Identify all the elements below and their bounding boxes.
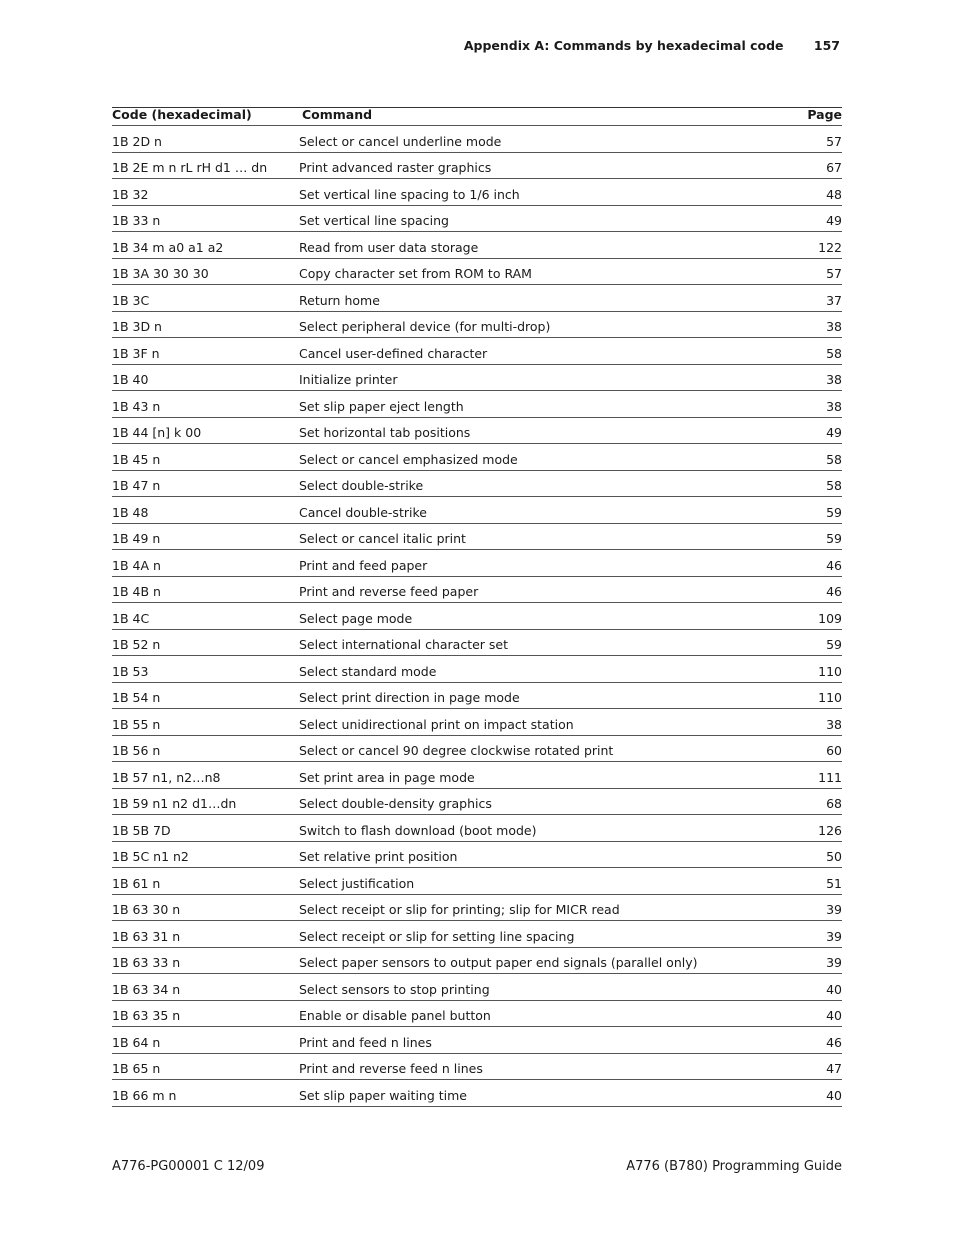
table-row: [112, 1027, 842, 1054]
code-cell: 1B 63 33 n: [112, 955, 181, 970]
table-row: [112, 656, 842, 683]
page-cell: 50: [826, 849, 842, 864]
table-row: [112, 418, 842, 445]
page-cell: 57: [826, 266, 842, 281]
command-cell: Select peripheral device (for multi-drop): [299, 319, 551, 334]
table-body: [112, 126, 842, 1107]
code-cell: 1B 4B n: [112, 584, 161, 599]
header-title: Appendix A: Commands by hexadecimal code: [463, 38, 784, 53]
page-cell: 40: [826, 981, 842, 997]
table-row: [112, 524, 842, 551]
command-cell: Select justification: [299, 875, 415, 891]
table-row: [112, 338, 842, 365]
table-row: [112, 232, 842, 259]
code-cell: 1B 4A n: [112, 557, 161, 573]
command-cell: Enable or disable panel button: [299, 1008, 491, 1023]
table-row: [112, 1001, 842, 1028]
command-cell: Select receipt or slip for printing; slip for MICR read: [299, 902, 620, 917]
page-cell: 46: [826, 584, 842, 599]
command-cell: Select or cancel emphasized mode: [299, 451, 518, 467]
table-row: [112, 206, 842, 233]
column-header-command: Command: [302, 107, 373, 122]
command-cell: Select double-strike: [299, 478, 424, 493]
command-cell: Print and reverse feed paper: [299, 584, 479, 599]
page-cell: 47: [826, 1061, 842, 1076]
page-cell: 59: [826, 531, 842, 546]
table-row: [112, 842, 842, 869]
page-cell: 58: [826, 478, 842, 493]
command-cell: Switch to flash download (boot mode): [299, 822, 537, 838]
command-cell: Select international character set: [299, 637, 509, 652]
command-cell: Return home: [299, 292, 380, 308]
page-cell: 39: [826, 928, 842, 944]
table-row: [112, 683, 842, 710]
page-cell: 46: [826, 1034, 842, 1050]
page-cell: 67: [826, 160, 842, 175]
table-row: [112, 921, 842, 948]
page-cell: 58: [826, 345, 842, 361]
code-cell: 1B 65 n: [112, 1061, 161, 1076]
code-cell: 1B 63 31 n: [112, 928, 181, 944]
code-cell: 1B 34 m a0 a1 a2: [112, 239, 224, 255]
table-row: [112, 709, 842, 736]
page-cell: 109: [818, 610, 842, 626]
command-cell: Set vertical line spacing to 1/6 inch: [299, 186, 520, 202]
table-row: [112, 179, 842, 206]
table-row: [112, 1054, 842, 1081]
code-cell: 1B 3D n: [112, 319, 162, 334]
code-cell: 1B 43 n: [112, 398, 161, 414]
page-cell: 59: [826, 504, 842, 520]
page-cell: 38: [826, 372, 842, 387]
footer-guide-title: A776 (B780) Programming Guide: [626, 1159, 842, 1174]
table-row: [112, 974, 842, 1001]
command-cell: Set relative print position: [299, 849, 458, 864]
page-cell: 40: [826, 1087, 842, 1103]
code-cell: 1B 45 n: [112, 451, 161, 467]
command-cell: Print advanced raster graphics: [299, 160, 492, 175]
footer-doc-number: A776-PG00001 C 12/09: [112, 1159, 265, 1174]
page-cell: 122: [818, 239, 842, 255]
page-cell: 49: [826, 425, 842, 440]
table-row: [112, 312, 842, 339]
command-cell: Set slip paper eject length: [299, 398, 464, 414]
code-cell: 1B 63 30 n: [112, 902, 181, 917]
code-cell: 1B 56 n: [112, 743, 161, 758]
table-row: [112, 868, 842, 895]
code-cell: 1B 48: [112, 504, 149, 520]
page-cell: 46: [826, 557, 842, 573]
page-cell: 110: [818, 663, 842, 679]
table-row: [112, 789, 842, 816]
page-cell: 126: [818, 822, 842, 838]
command-cell: Select paper sensors to output paper end signals (parallel only): [299, 955, 698, 970]
code-cell: 1B 55 n: [112, 716, 161, 732]
column-header-page: Page: [807, 107, 842, 122]
page-cell: 49: [826, 213, 842, 228]
command-cell: Set horizontal tab positions: [299, 425, 471, 440]
table-row: [112, 497, 842, 524]
command-cell: Copy character set from ROM to RAM: [299, 266, 532, 281]
page-cell: 39: [826, 955, 842, 970]
table-row: [112, 577, 842, 604]
code-cell: 1B 40: [112, 372, 149, 387]
table-row: [112, 630, 842, 657]
code-cell: 1B 3C: [112, 292, 150, 308]
table-row: [112, 285, 842, 312]
code-cell: 1B 64 n: [112, 1034, 161, 1050]
command-cell: Print and feed n lines: [299, 1034, 432, 1050]
code-cell: 1B 44 [n] k 00: [112, 425, 202, 440]
command-cell: Select sensors to stop printing: [299, 981, 490, 997]
code-cell: 1B 32: [112, 186, 149, 202]
code-cell: 1B 5C n1 n2: [112, 849, 189, 864]
column-header-code: Code (hexadecimal): [112, 107, 252, 122]
code-cell: 1B 2E m n rL rH d1 … dn: [112, 160, 268, 175]
page-cell: 59: [826, 637, 842, 652]
command-cell: Print and reverse feed n lines: [299, 1061, 483, 1076]
table-row: [112, 603, 842, 630]
command-cell: Set vertical line spacing: [299, 213, 449, 228]
command-cell: Select standard mode: [299, 663, 437, 679]
command-cell: Select unidirectional print on impact station: [299, 716, 574, 732]
page-cell: 38: [826, 319, 842, 334]
page-cell: 38: [826, 716, 842, 732]
code-cell: 1B 5B 7D: [112, 822, 171, 838]
table-row: [112, 762, 842, 789]
command-cell: Select receipt or slip for setting line spacing: [299, 928, 575, 944]
commands-table: [112, 107, 842, 1107]
page-cell: 51: [826, 875, 842, 891]
code-cell: 1B 49 n: [112, 531, 161, 546]
page-cell: 40: [826, 1008, 842, 1023]
table-row: [112, 444, 842, 471]
code-cell: 1B 54 n: [112, 690, 161, 705]
command-cell: Print and feed paper: [299, 557, 428, 573]
table-row: [112, 895, 842, 922]
running-header: [464, 38, 840, 53]
table-row: [112, 153, 842, 180]
code-cell: 1B 61 n: [112, 875, 161, 891]
page-cell: 37: [826, 292, 842, 308]
command-cell: Select double-density graphics: [299, 796, 492, 811]
page-cell: 58: [826, 451, 842, 467]
table-row: [112, 126, 842, 153]
command-cell: Select or cancel italic print: [299, 531, 466, 546]
command-cell: Select or cancel underline mode: [299, 133, 502, 149]
code-cell: 1B 33 n: [112, 213, 161, 228]
table-row: [112, 365, 842, 392]
page-number: 157: [813, 38, 840, 53]
page-cell: 110: [818, 690, 842, 705]
code-cell: 1B 63 35 n: [112, 1008, 181, 1023]
code-cell: 1B 59 n1 n2 d1…dn: [112, 796, 237, 811]
page-cell: 57: [826, 133, 842, 149]
code-cell: 1B 52 n: [112, 637, 161, 652]
command-cell: Select print direction in page mode: [299, 690, 520, 705]
table-row: [112, 259, 842, 286]
page-cell: 68: [826, 796, 842, 811]
command-cell: Set slip paper waiting time: [299, 1087, 467, 1103]
code-cell: 1B 66 m n: [112, 1087, 177, 1103]
table-row: [112, 471, 842, 498]
command-cell: Cancel user-defined character: [299, 345, 488, 361]
code-cell: 1B 4C: [112, 610, 150, 626]
page-cell: 60: [826, 743, 842, 758]
table-row: [112, 550, 842, 577]
table-row: [112, 948, 842, 975]
page-cell: 48: [826, 186, 842, 202]
table-row: [112, 736, 842, 763]
page-cell: 39: [826, 902, 842, 917]
code-cell: 1B 3F n: [112, 345, 160, 361]
code-cell: 1B 53: [112, 663, 149, 679]
table-row: [112, 815, 842, 842]
code-cell: 1B 57 n1, n2…n8: [112, 769, 221, 785]
table-header-row: [112, 108, 842, 126]
command-cell: Select page mode: [299, 610, 413, 626]
page-cell: 111: [818, 769, 842, 785]
code-cell: 1B 47 n: [112, 478, 161, 493]
command-cell: Cancel double-strike: [299, 504, 427, 520]
page-cell: 38: [826, 398, 842, 414]
code-cell: 1B 3A 30 30 30: [112, 266, 209, 281]
command-cell: Initialize printer: [299, 372, 398, 387]
table-row: [112, 1080, 842, 1107]
table-row: [112, 391, 842, 418]
code-cell: 1B 63 34 n: [112, 981, 181, 997]
command-cell: Select or cancel 90 degree clockwise rotated print: [299, 743, 614, 758]
code-cell: 1B 2D n: [112, 133, 162, 149]
command-cell: Set print area in page mode: [299, 769, 475, 785]
command-cell: Read from user data storage: [299, 239, 479, 255]
